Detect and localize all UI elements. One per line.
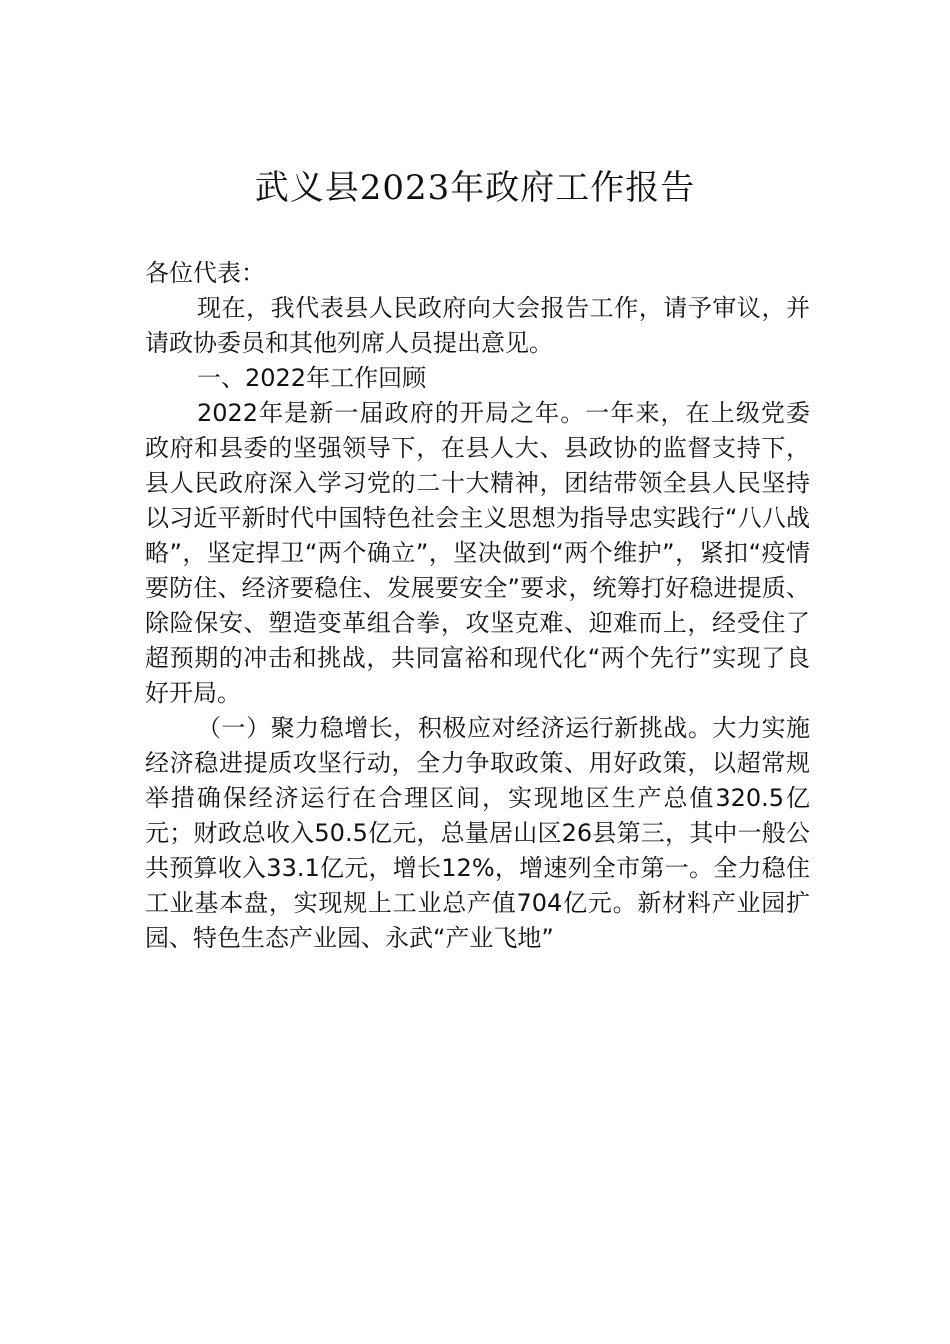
document-body xyxy=(145,256,810,956)
salutation: 各位代表： xyxy=(145,259,265,287)
review-paragraph: 2022年是新一届政府的开局之年。一年来，在上级党委政府和县委的坚强领导下，在县人大、县政协的监督支持下，县人民政府深入学习党的二十大精神，团结带领全县人民坚持以习近平新时代中国特色社会主义思想为指导忠实践行“八八战略”，坚定捍卫“两个确立”，坚决做到“两个维护”，紧扣“疫情要防住、经济要稳住、发展要安全”要求，统筹打好稳进提质、除险保安、塑造变革组合拳，攻坚克难、迎难而上，经受住了超预期的冲击和挑战，共同富裕和现代化“两个先行”实现了良好开局。 xyxy=(145,399,810,707)
section-heading: 一、2022年工作回顾 xyxy=(197,364,427,392)
intro-paragraph: 现在，我代表县人民政府向大会报告工作，请予审议，并请政协委员和其他列席人员提出意见。 xyxy=(145,294,810,357)
document-title: 武义县2023年政府工作报告 xyxy=(254,168,696,208)
growth-paragraph: （一）聚力稳增长，积极应对经济运行新挑战。大力实施经济稳进提质攻坚行动，全力争取政策、用好政策，以超常规举措确保经济运行在合理区间，实现地区生产总值320.5亿元；财政总收入50.5亿元，总量居山区26县第三，其中一般公共预算收入33.1亿元，增长12%，增速列全市第一。全力稳住工业基本盘，实现规上工业总产值704亿元。新材料产业园扩园、特色生态产业园、永武“产业飞地” xyxy=(145,714,810,952)
